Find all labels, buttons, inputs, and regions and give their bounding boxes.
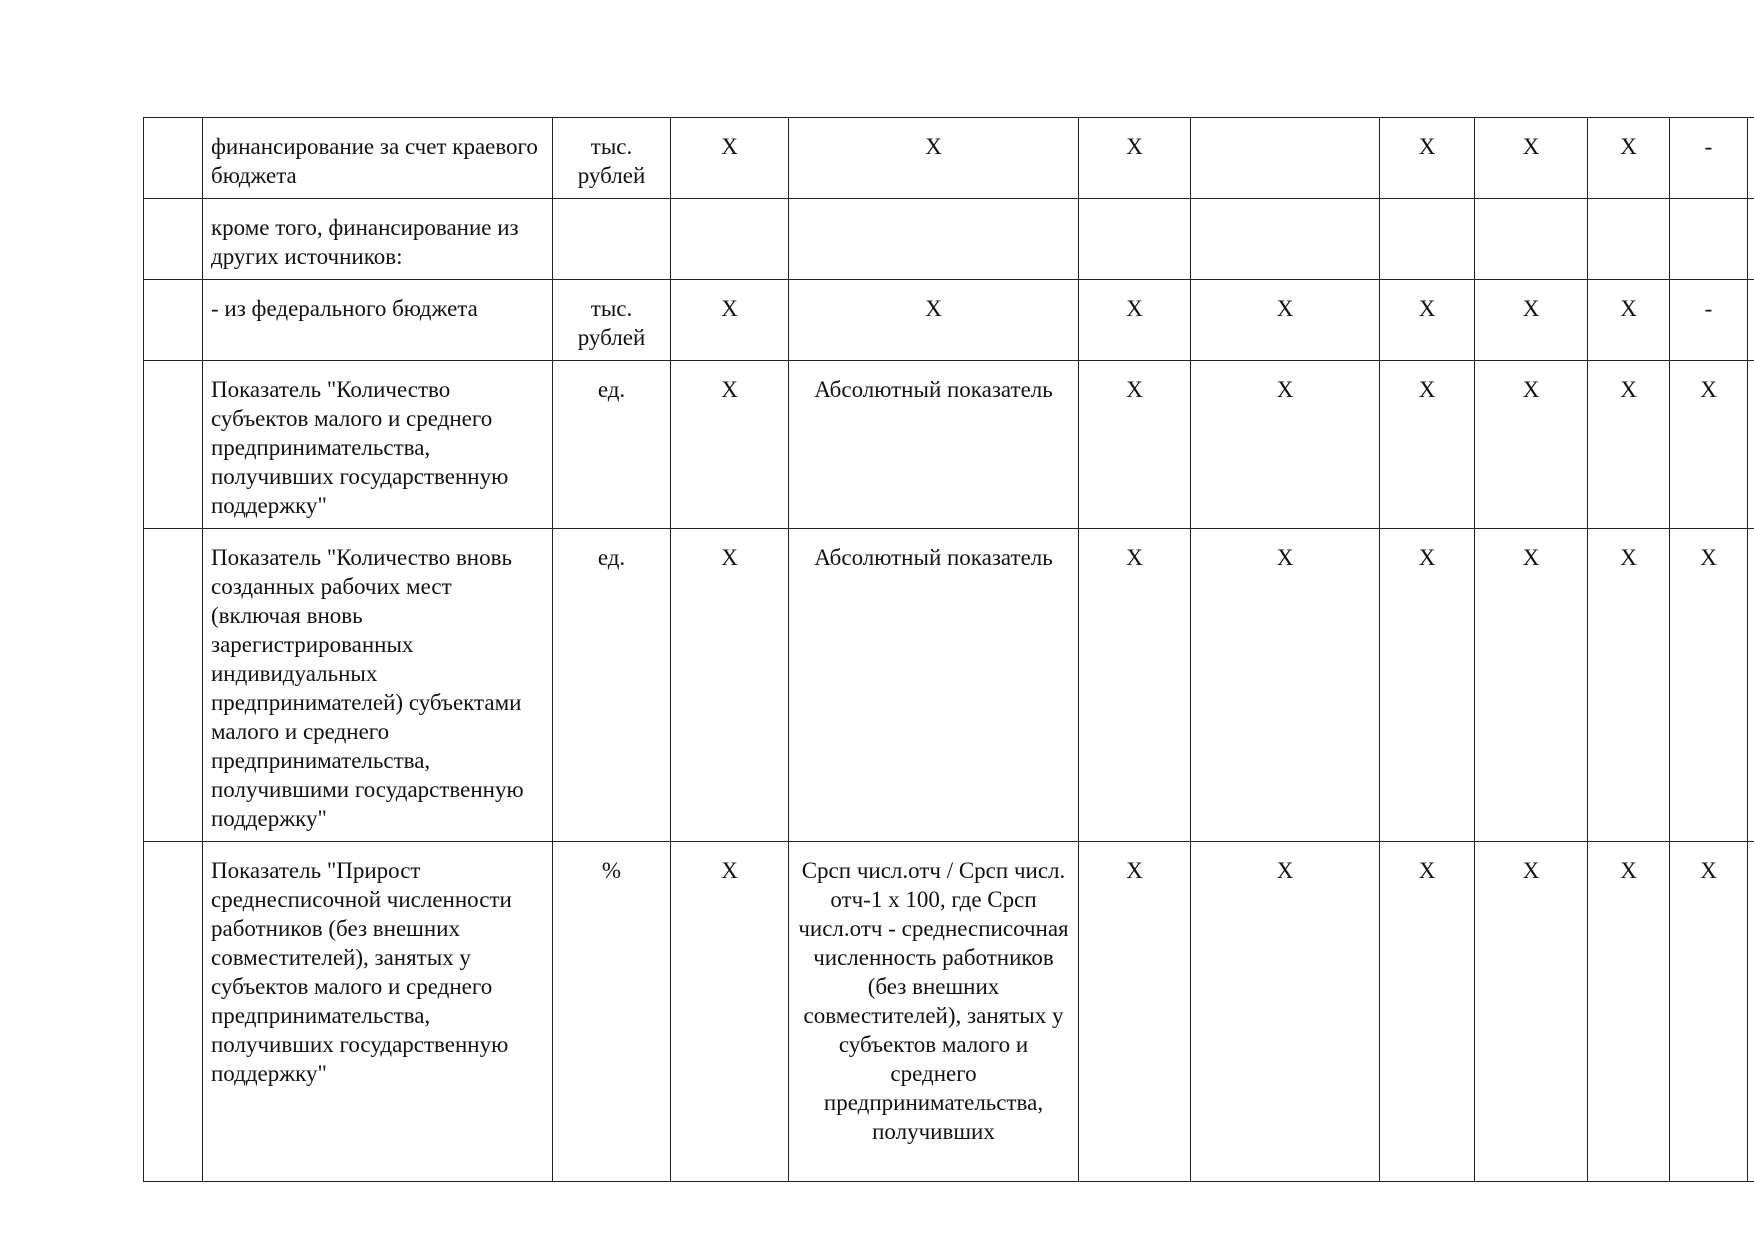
indicator-name-cell: Показатель "Количество вновь созданных рабочих мест (включая вновь зарегистрированных индивидуальных предпринимателей) субъектами малого и среднего предпринимательства, получившими государственную поддержку" [203,529,553,842]
value-cell [1475,199,1588,280]
unit-cell: тыс. рублей [553,280,671,361]
value-cell [1748,280,1754,361]
formula-cell [789,199,1079,280]
indicator-name-cell: кроме того, финансирование из других источников: [203,199,553,280]
formula-cell: Абсолютный показатель [789,361,1079,529]
row-number-cell [144,118,203,199]
value-cell: X [671,842,789,1182]
value-cell [1191,118,1380,199]
formula-cell: X [789,118,1079,199]
table-row [144,199,1754,280]
value-cell: X [1380,842,1475,1182]
row-number-cell [144,361,203,529]
unit-cell [553,199,671,280]
row-number-cell [144,842,203,1182]
formula-cell: Срсп числ.отч / Срсп числ. отч-1 x 100, где Срсп числ.отч - среднесписочная численность работников (без внешних совместителей), занятых у субъектов малого и среднего предпринимательства, получивших [789,842,1079,1182]
value-cell: X [1191,280,1380,361]
value-cell [1588,199,1670,280]
value-cell: X [1191,529,1380,842]
formula-cell: Абсолютный показатель [789,529,1079,842]
row-number-cell [144,199,203,280]
table-row [144,361,1754,529]
value-cell: X [1475,280,1588,361]
value-cell [1748,842,1754,1182]
formula-cell: X [789,280,1079,361]
indicator-name-cell: финансирование за счет краевого бюджета [203,118,553,199]
value-cell: X [1475,842,1588,1182]
value-cell: X [1079,118,1191,199]
value-cell: X [1079,280,1191,361]
value-cell: X [1670,529,1748,842]
value-cell: X [1588,118,1670,199]
row-number-cell [144,280,203,361]
table-row [144,118,1754,199]
value-cell [1748,199,1754,280]
value-cell: X [1475,118,1588,199]
value-cell: X [1380,529,1475,842]
value-cell: - [1670,280,1748,361]
value-cell [1748,361,1754,529]
value-cell [1670,199,1748,280]
value-cell: X [1588,280,1670,361]
unit-cell: ед. [553,529,671,842]
unit-cell: % [553,842,671,1182]
unit-cell: ед. [553,361,671,529]
value-cell: X [1588,529,1670,842]
value-cell [1191,199,1380,280]
value-cell: X [1588,842,1670,1182]
unit-cell: тыс. рублей [553,118,671,199]
value-cell: X [1670,361,1748,529]
table-row [144,529,1754,842]
row-number-cell [144,529,203,842]
value-cell: X [671,361,789,529]
value-cell [1748,118,1754,199]
value-cell: X [1079,842,1191,1182]
value-cell [1380,199,1475,280]
value-cell: X [671,118,789,199]
value-cell: X [1380,361,1475,529]
table-row [144,842,1754,1182]
value-cell [1079,199,1191,280]
value-cell: X [1079,361,1191,529]
value-cell: X [1380,280,1475,361]
value-cell: X [1670,842,1748,1182]
indicator-name-cell: Показатель "Количество субъектов малого и среднего предпринимательства, получивших государственную поддержку" [203,361,553,529]
indicator-name-cell: - из федерального бюджета [203,280,553,361]
value-cell: X [1380,118,1475,199]
value-cell [671,199,789,280]
value-cell: X [1191,361,1380,529]
value-cell: X [1475,361,1588,529]
value-cell: - [1670,118,1748,199]
value-cell: X [1588,361,1670,529]
value-cell: X [1079,529,1191,842]
value-cell: X [671,529,789,842]
value-cell: X [1475,529,1588,842]
value-cell: X [1191,842,1380,1182]
indicators-table [143,117,1754,1182]
value-cell: X [671,280,789,361]
indicator-name-cell: Показатель "Прирост среднесписочной численности работников (без внешних совместителей), занятых у субъектов малого и среднего предпринимательства, получивших государственную поддержку" [203,842,553,1182]
table-row [144,280,1754,361]
value-cell [1748,529,1754,842]
